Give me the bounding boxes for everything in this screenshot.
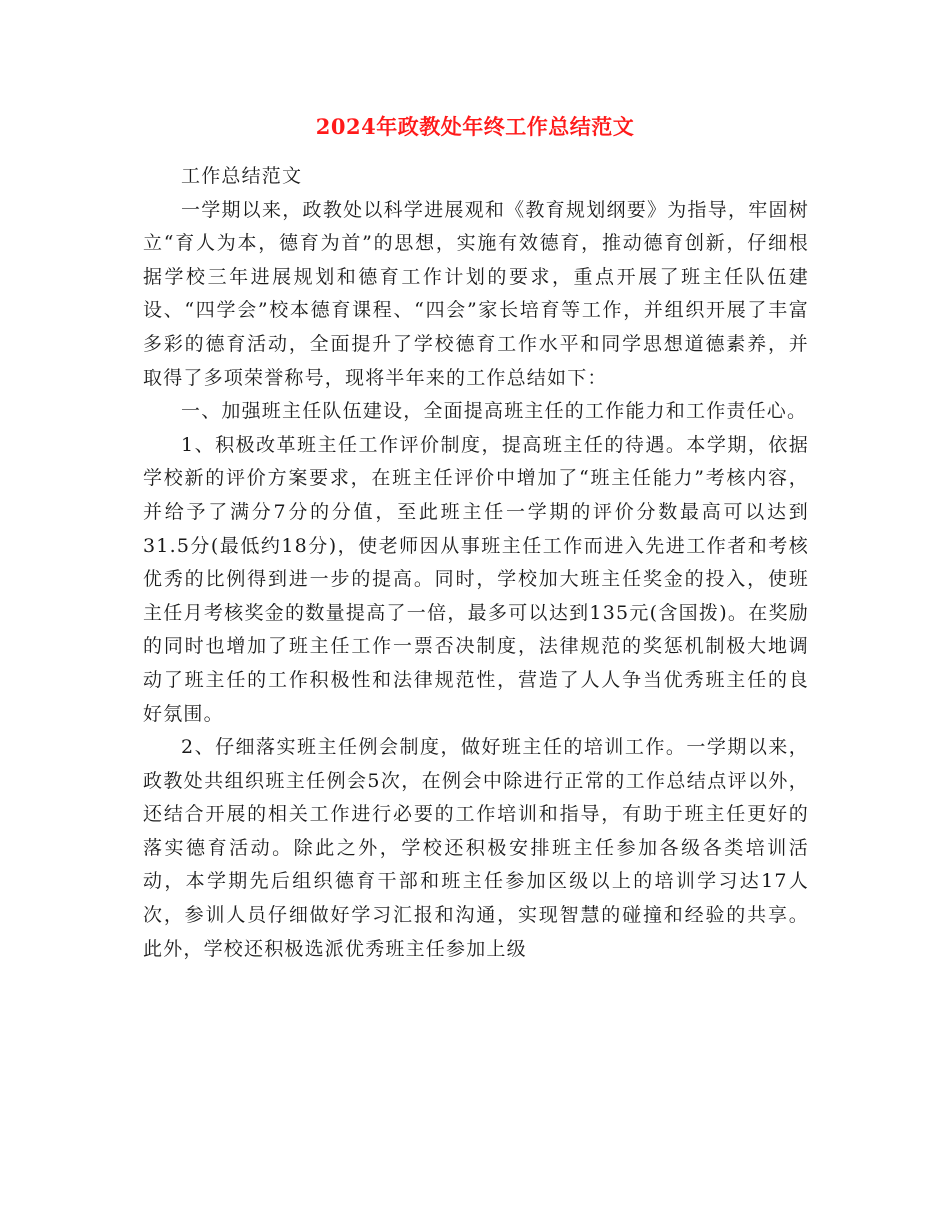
body-paragraph: 1、积极改革班主任工作评价制度，提高班主任的待遇。本学期，依据学校新的评价方案要求，在班主任评价中增加了“班主任能力”考核内容，并给予了满分7分的分值，至此班主任一学期的评价分数最高可以达到31.5分(最低约18分)，使老师因从事班主任工作而进入先进工作者和考核优秀的比例得到进一步的提高。同时，学校加大班主任奖金的投入，使班主任月考核奖金的数量提高了一倍，最多可以达到135元(含国拨)。在奖励的同时也增加了班主任工作一票否决制度，法律规范的奖惩机制极大地调动了班主任的工作积极性和法律规范性，营造了人人争当优秀班主任的良好氛围。 — [143, 433, 809, 725]
subheading-paragraph: 工作总结范文 — [181, 165, 303, 187]
document-body — [143, 160, 809, 966]
document-title: 2024年政教处年终工作总结范文 — [315, 114, 635, 139]
body-paragraph: 2、仔细落实班主任例会制度，做好班主任的培训工作。一学期以来，政教处共组织班主任例会5次，在例会中除进行正常的工作总结点评以外，还结合开展的相关工作进行必要的工作培训和指导，有助于班主任更好的落实德育活动。除此之外，学校还积极安排班主任参加各级各类培训活动，本学期先后组织德育干部和班主任参加区级以上的培训学习达17人次，参训人员仔细做好学习汇报和沟通，实现智慧的碰撞和经验的共享。此外，学校还积极选派优秀班主任参加上级 — [143, 736, 809, 960]
section-heading-paragraph: 一、加强班主任队伍建设，全面提高班主任的工作能力和工作责任心。 — [181, 400, 808, 423]
intro-paragraph: 一学期以来，政教处以科学进展观和《教育规划纲要》为指导，牢固树立“育人为本，德育为首”的思想，实施有效德育，推动德育创新，仔细根据学校三年进展规划和德育工作计划的要求，重点开展了班主任队伍建设、“四学会”校本德育课程、“四会”家长培育等工作，并组织开展了丰富多彩的德育活动，全面提升了学校德育工作水平和同学思想道德素养，并取得了多项荣誉称号，现将半年来的工作总结如下： — [143, 198, 809, 389]
